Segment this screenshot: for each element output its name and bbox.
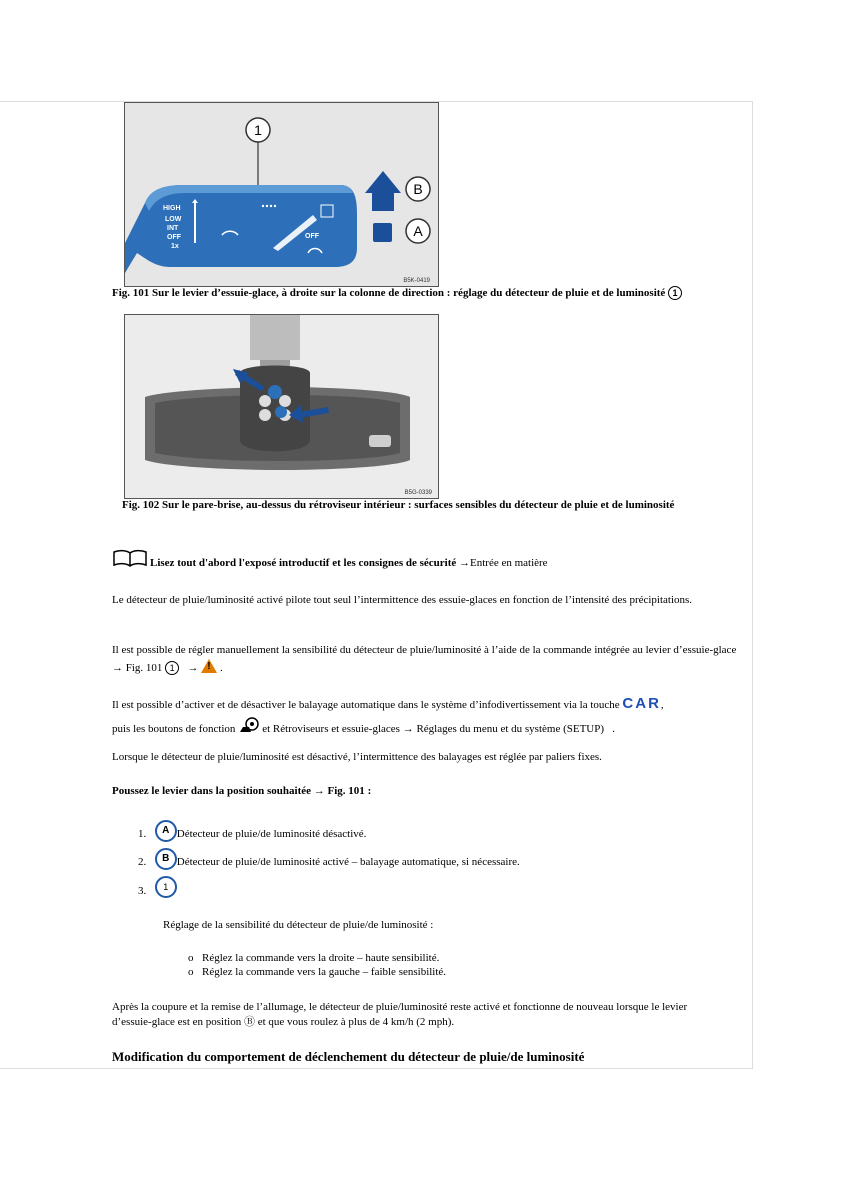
figure-102	[124, 314, 439, 499]
paragraph-2	[112, 641, 737, 677]
arrow-up-icon	[365, 171, 401, 211]
wiper-lever-illustration	[125, 103, 438, 286]
step-1	[138, 820, 738, 842]
step-text: Détecteur de pluie/de luminosité désactivé.	[176, 828, 367, 840]
sensitivity-list	[188, 951, 708, 979]
intro-bold: Lisez tout d'abord l'exposé introductif et les consignes de sécurité	[150, 557, 457, 569]
figure-101	[124, 102, 439, 287]
intro-link[interactable]: Entrée en matière	[470, 557, 548, 569]
fig101-code: B5K-0419	[403, 278, 430, 284]
paragraph-4: Lorsque le détecteur de pluie/luminosité est désactivé, l’intermittence des balayages est réglée par paliers fixes.	[112, 751, 602, 763]
badge-1-icon: 1	[155, 876, 177, 898]
paragraph-3-c: et Rétroviseurs et essuie-glaces	[262, 723, 400, 735]
step-number: 2.	[138, 856, 147, 868]
callout-b: B	[413, 181, 423, 197]
warning-icon[interactable]: !	[201, 659, 217, 673]
paragraph-5-b: et que vous roulez à plus de 4 km/h (2 mph).	[257, 1016, 455, 1028]
step-2	[138, 848, 738, 870]
paragraph-5	[112, 1000, 727, 1030]
step-text: Détecteur de pluie/de luminosité activé – balayage automatique, si nécessaire.	[176, 856, 520, 868]
list-item: o Réglez la commande vers la gauche – faible sensibilité.	[188, 966, 447, 978]
paragraph-3: Il est possible d’activer et de désactiver le balayage automatique dans le système d’infodivertissement via la touche CAR, puis les boutons de fonction et Rétroviseurs et essuie-glaces → Réglages du menu et du système (SETUP) .	[112, 695, 664, 735]
label-off-right: OFF	[305, 233, 319, 240]
instruction-fig-link[interactable]: → Fig. 101	[313, 785, 365, 797]
instruction-text: Poussez le levier dans la position souhaitée	[112, 785, 312, 797]
paragraph-3-b: puis les boutons de fonction	[112, 723, 236, 735]
fig101-caption-ref: 1	[668, 286, 682, 300]
book-icon	[112, 549, 150, 569]
square-indicator	[373, 223, 392, 242]
list-item: o Réglez la commande vers la droite – haute sensibilité.	[188, 952, 440, 964]
warning-arrow: →	[187, 662, 199, 674]
intro-arrow: →	[459, 557, 470, 569]
label-off: OFF	[167, 234, 181, 241]
step-number: 3.	[138, 885, 147, 897]
callout-a: A	[413, 223, 423, 239]
badge-a-icon: A	[155, 820, 177, 842]
fig101-caption-text: Fig. 101 Sur le levier d’essuie-glace, à droite sur la colonne de direction : réglage du détecteur de pluie et de luminosité	[112, 287, 666, 299]
position-b-symbol: Ⓑ	[243, 1016, 255, 1028]
label-1x: 1x	[171, 243, 179, 250]
fig102-code: B5G-0339	[404, 490, 432, 496]
paragraph-1: Le détecteur de pluie/luminosité activé pilote tout seul l’intermittence des essuie-glaces en fonction de l’intensité des précipitations.	[112, 594, 693, 606]
mirror-sensor-illustration	[125, 315, 438, 498]
label-int: INT	[167, 225, 179, 232]
label-high: HIGH	[163, 205, 181, 212]
settings-car-icon[interactable]	[238, 716, 262, 734]
instruction-line: Poussez le levier dans la position souhaitée → Fig. 101 :	[112, 785, 372, 797]
fig101-caption	[112, 286, 712, 300]
ref-circle-1: 1	[165, 661, 179, 675]
section-heading: Modification du comportement de déclenchement du détecteur de pluie/de luminosité	[112, 1049, 585, 1064]
label-low: LOW	[165, 216, 182, 223]
bullet: o	[188, 952, 194, 964]
fig102-caption: Fig. 102 Sur le pare-brise, au-dessus du rétroviseur intérieur : surfaces sensibles du détecteur de pluie et de luminosité	[122, 499, 675, 511]
paragraph-5-a: Après la coupure et la remise de l’allumage, le détecteur de pluie/luminosité reste activé et fonctionne de nouveau lorsque le levier d’essuie-glace est en position	[112, 1001, 688, 1028]
paragraph-3-a: Il est possible d’activer et de désactiver le balayage automatique dans le système d’infodivertissement via la touche	[112, 699, 620, 711]
badge-b-icon: B	[155, 848, 177, 870]
intro-line	[112, 549, 732, 571]
paragraph-2-end: .	[219, 662, 223, 674]
sensitivity-title: Réglage de la sensibilité du détecteur de pluie/de luminosité :	[163, 919, 434, 931]
paragraph-2-text: Il est possible de régler manuellement la sensibilité du détecteur de pluie/luminosité à l’aide de la commande intégrée au levier d’essuie-glace	[112, 644, 737, 656]
step-3	[138, 876, 738, 899]
callout-1: 1	[254, 122, 262, 138]
car-button-icon[interactable]: CAR	[622, 695, 661, 712]
setup-link[interactable]: → Réglages du menu et du système (SETUP)	[402, 723, 605, 735]
fig101-link[interactable]: → Fig. 101	[112, 662, 163, 674]
bullet: o	[188, 966, 194, 978]
step-number: 1.	[138, 828, 147, 840]
